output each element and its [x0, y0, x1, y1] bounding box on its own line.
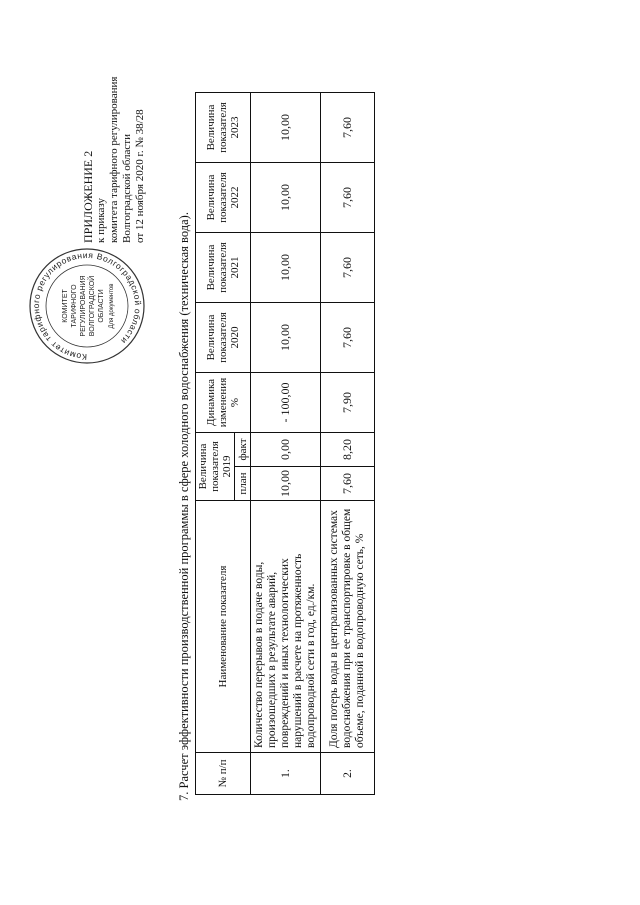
appendix-line: комитета тарифного регулирования	[108, 76, 120, 243]
indicators-table	[195, 92, 375, 795]
cell-2022: 10,00	[251, 163, 321, 233]
header-num: № п/п	[196, 753, 251, 795]
cell-dynamics: 7,90	[321, 373, 375, 433]
header-2019: Величина показателя 2019	[196, 433, 235, 501]
appendix-line: Волгоградской области	[121, 134, 133, 243]
section-title: 7. Расчет эффективности производственной программы в сфере холодного водоснабжения (техническая вода).	[177, 212, 191, 801]
header-dynamics: Динамика изменения %	[196, 373, 251, 433]
appendix-header	[82, 77, 147, 243]
cell-2023: 10,00	[251, 93, 321, 163]
cell-2021: 10,00	[251, 233, 321, 303]
stamp-inner-line: ОБЛАСТИ	[98, 289, 105, 323]
cell-2021: 7,60	[321, 233, 375, 303]
cell-plan: 10,00	[251, 467, 321, 501]
table-row	[321, 93, 375, 795]
appendix-title: ПРИЛОЖЕНИЕ 2	[81, 150, 95, 243]
header-2021: Величина показателя 2021	[196, 233, 251, 303]
official-stamp	[28, 247, 146, 365]
cell-name: Количество перерывов в подаче воды, произошедших в результате аварий, повреждений и иных технологических нарушений в расчете на протяженность водопроводной сети в год, ед./км.	[251, 501, 321, 753]
header-2022: Величина показателя 2022	[196, 163, 251, 233]
cell-2023: 7,60	[321, 93, 375, 163]
header-2023: Величина показателя 2023	[196, 93, 251, 163]
header-2020: Величина показателя 2020	[196, 303, 251, 373]
cell-plan: 7,60	[321, 467, 375, 501]
stamp-inner-line: ТАРИФНОГО	[71, 284, 78, 328]
cell-2022: 7,60	[321, 163, 375, 233]
stamp-inner-text	[61, 265, 117, 347]
cell-dynamics: - 100,00	[251, 373, 321, 433]
stamp-inner-line: Для документов	[109, 283, 115, 329]
cell-2020: 7,60	[321, 303, 375, 373]
header-name: Наименование показателя	[196, 501, 251, 753]
cell-num: 2.	[321, 753, 375, 795]
header-fact: факт	[235, 433, 251, 467]
appendix-line: к приказу	[95, 197, 107, 243]
stamp-inner-line: ВОЛГОГРАДСКОЙ	[89, 275, 96, 337]
cell-fact: 0,00	[251, 433, 321, 467]
table-header-row	[196, 93, 235, 795]
table-row	[251, 93, 321, 795]
cell-2020: 10,00	[251, 303, 321, 373]
stamp-ring-text: Комитет тарифного регулирования Волгоградской области	[30, 249, 144, 363]
appendix-line: от 12 ноября 2020 г. № 38/28	[134, 109, 146, 243]
cell-num: 1.	[251, 753, 321, 795]
stamp-inner-line: КОМИТЕТ	[62, 289, 69, 323]
cell-fact: 8,20	[321, 433, 375, 467]
stamp-inner-line: РЕГУЛИРОВАНИЯ	[80, 275, 87, 337]
cell-name: Доля потерь воды в централизованных системах водоснабжения при ее транспортировке в общем объеме, поданной в водопроводную сеть, %	[321, 501, 375, 753]
header-plan: план	[235, 467, 251, 501]
